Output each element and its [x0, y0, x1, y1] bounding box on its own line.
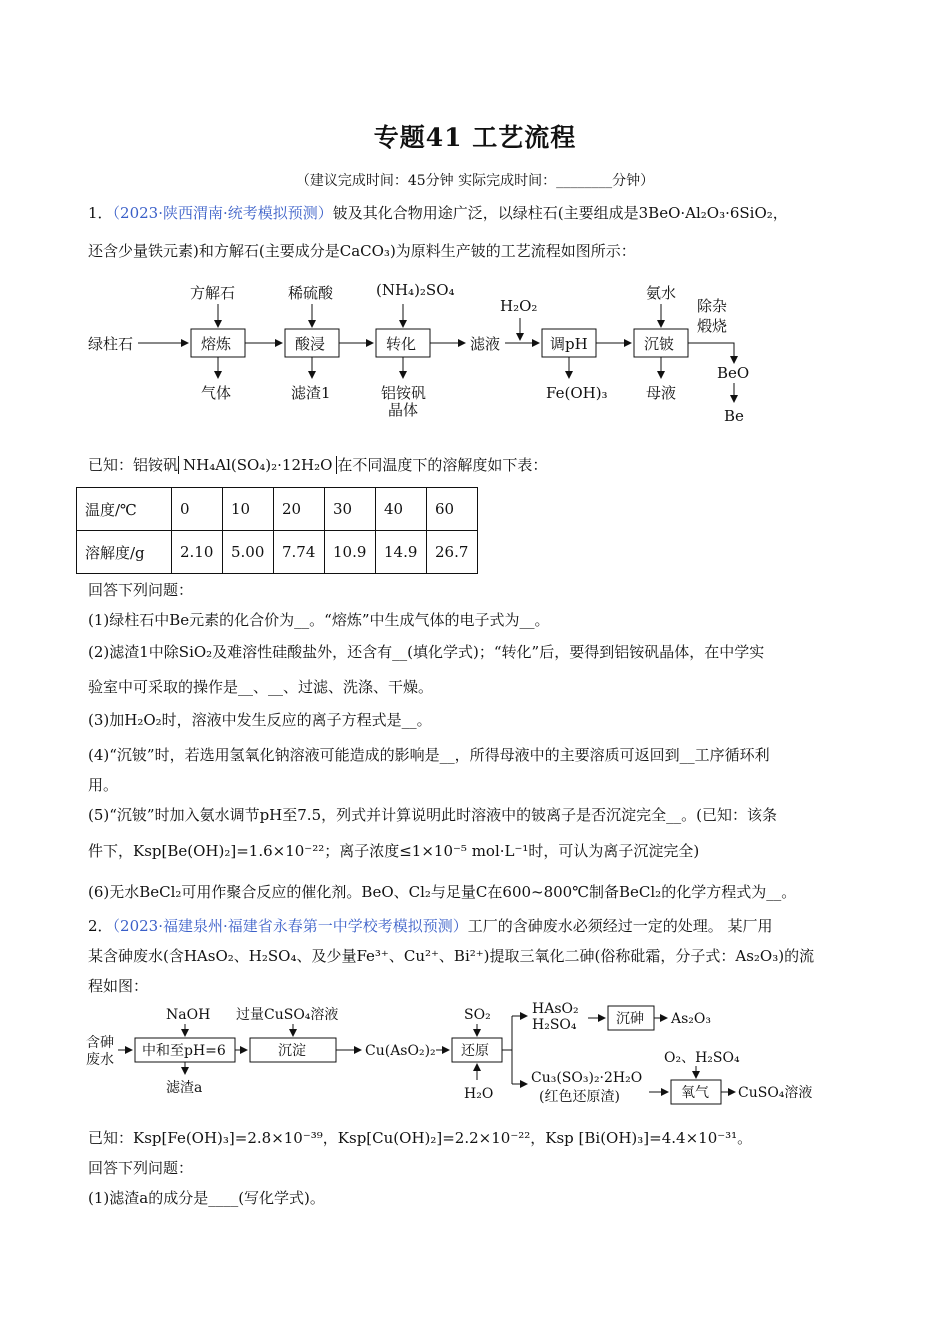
table-cell: 7.74: [274, 531, 325, 574]
flow2-filter-a: 滤渣a: [166, 1080, 203, 1096]
page-subtitle: （建议完成时间：45分钟 实际完成时间：________分钟）: [295, 173, 655, 189]
q1-part-6: (6)无水BeCl₂可用作聚合反应的催化剂。BeO、Cl₂与足量C在600~800℃制备BeCl₂的化学方程式为__。: [88, 883, 797, 901]
q1-part-2a: (2)滤渣1中除SiO₂及难溶性硅酸盐外，还含有__(填化学式)；“转化”后，要得到铝铵矾晶体，在中学实: [88, 643, 765, 661]
flow1-output-mother-liquor: 母液: [646, 384, 677, 402]
table-cell: 14.9: [376, 531, 427, 574]
flow2-cu-aso2: Cu(AsO₂)₂: [365, 1043, 436, 1059]
flow1-output-alum: 铝铵矾: [381, 384, 427, 402]
q1-part-3: (3)加H₂O₂时，溶液中发生反应的离子方程式是__。: [88, 711, 432, 729]
q1-intro-text-3: )为原料生产铍的工艺流程如图所示：: [389, 242, 636, 260]
table-cell: 2.10: [172, 531, 223, 574]
q2-source: （2023·福建泉州·福建省永春第一中学校考模拟预测）: [112, 917, 468, 935]
flow2-hasO2: HAsO₂: [532, 1001, 579, 1017]
q1-intro-text-2: 还含少量铁元素)和方解石(主要成分是: [88, 242, 340, 260]
flow2-cu3so3: Cu₃(SO₃)₂·2H₂O: [531, 1070, 643, 1086]
q2-known-line: 已知：Ksp[Fe(OH)₃]=2.8×10⁻³⁹，Ksp[Cu(OH)₂]=2.2×10⁻²²，Ksp [Bi(OH)₃]=4.4×10⁻³¹。: [88, 1129, 753, 1147]
flow1-output-feoh3: Fe(OH)₃: [546, 384, 608, 402]
table-cell: 40: [376, 488, 427, 531]
q1-formula-beryl: 3BeO·Al₂O₃·6SiO₂: [638, 204, 773, 222]
q2-intro-line-3: 程如图：: [88, 977, 149, 995]
q1-part-2b: 验室中可采取的操作是__、__、过滤、洗涤、干燥。: [88, 678, 434, 696]
flow2-step-precipitate: 沉淀: [278, 1043, 306, 1059]
flow2-step-neutralize: 中和至pH=6: [142, 1043, 226, 1059]
table-row: [77, 488, 478, 531]
q1-part-5a: (5)“沉铍”时加入氨水调节pH至7.5，列式并计算说明此时溶液中的铍离子是否沉淀完全__。(已知：该条: [88, 806, 777, 824]
table-cell: 30: [325, 488, 376, 531]
flow1-label-impurity: 除杂: [697, 297, 728, 315]
flow1-start: 绿柱石: [88, 335, 134, 353]
flow1-beo: BeO: [717, 364, 750, 382]
page-title: 专题41 工艺流程: [373, 123, 577, 152]
flow2-input-cuso4: 过量CuSO₄溶液: [236, 1007, 339, 1023]
table-cell: 10: [223, 488, 274, 531]
flow1-input-h2o2: H₂O₂: [500, 297, 538, 315]
table-cell: 20: [274, 488, 325, 531]
flow2-h2so4: H₂SO₄: [532, 1017, 577, 1033]
q1-intro-line-2: [88, 241, 863, 261]
q1-flow-diagram: [80, 278, 780, 428]
q1-intro-text: 铍及其化合物用途广泛，以绿柱石(主要组成是: [332, 204, 639, 222]
flow1-step-convert: 转化: [386, 335, 417, 353]
flow1-input-ammonia: 氨水: [646, 284, 677, 302]
flow1-input-acid: 稀硫酸: [288, 284, 334, 302]
table-cell: 10.9: [325, 531, 376, 574]
flow1-be: Be: [724, 407, 744, 425]
flow2-input-h2o: H₂O: [464, 1086, 494, 1102]
q1-part-1: (1)绿柱石中Be元素的化合价为__。“熔炼”中生成气体的电子式为__。: [88, 611, 550, 629]
flow2-step-oxygen: 氧气: [681, 1085, 709, 1101]
flow1-input-ammonium-sulfate: (NH₄)₂SO₄: [376, 281, 455, 299]
q1-formula-caco3: CaCO₃: [339, 242, 390, 260]
flow2-input-so2: SO₂: [464, 1007, 491, 1023]
q1-intro-comma: ，: [772, 204, 788, 222]
flow1-step-ph: 调pH: [550, 335, 588, 353]
flow1-output-residue: 滤渣1: [291, 384, 331, 402]
q2-intro-line-2: 某含砷废水(含HAsO₂、H₂SO₄、及少量Fe³⁺、Cu²⁺、Bi²⁺)提取三氧化二砷(俗称砒霜，分子式：As₂O₃)的流: [88, 947, 815, 965]
flow2-input-naoh: NaOH: [166, 1007, 211, 1023]
q1-answer-prompt: 回答下列问题：: [88, 581, 194, 599]
q1-part-4a: (4)“沉铍”时，若选用氢氧化钠溶液可能造成的影响是__，所得母液中的主要溶质可返回到__工序循环利: [88, 746, 770, 764]
flow2-step-arsenic: 沉砷: [616, 1011, 644, 1027]
flow1-step-smelt: 熔炼: [201, 335, 232, 353]
flow1-output-gas: 气体: [201, 384, 232, 402]
q1-known-formula: NH₄Al(SO₄)₂·12H₂O: [178, 456, 337, 474]
flow1-output-crystal: 晶体: [388, 401, 419, 419]
flow1-filtrate: 滤液: [470, 335, 501, 353]
q2-flow-diagram: [84, 1000, 824, 1115]
q2-answer-prompt: 回答下列问题：: [88, 1159, 194, 1177]
table-row: [77, 531, 478, 574]
flow1-label-calcine: 煅烧: [697, 317, 728, 335]
table-cell: 5.00: [223, 531, 274, 574]
q2-intro-text: 工厂的含砷废水必须经过一定的处理。 某厂用: [467, 917, 773, 935]
table-cell: 温度/℃: [77, 488, 172, 531]
table-cell: 溶解度/g: [77, 531, 172, 574]
flow2-start-2: 废水: [86, 1052, 114, 1068]
table-cell: 0: [172, 488, 223, 531]
q1-known-text: 已知：铝铵矾: [88, 456, 179, 474]
table-cell: 26.7: [427, 531, 478, 574]
q1-source: （2023·陕西渭南·统考模拟预测）: [112, 204, 333, 222]
flow2-start-1: 含砷: [86, 1035, 114, 1051]
q2-intro-line-1: [88, 916, 863, 936]
flow2-as2o3: As₂O₃: [671, 1011, 711, 1027]
q1-solubility-table: [76, 487, 478, 574]
table-cell: 60: [427, 488, 478, 531]
q1-part-5b: 件下，Ksp[Be(OH)₂]=1.6×10⁻²²；离子浓度≤1×10⁻⁵ mol·L⁻¹时，可认为离子沉淀完全): [88, 842, 700, 860]
flow1-input-calcite: 方解石: [190, 284, 236, 302]
q1-known-text-2: 在不同温度下的溶解度如下表：: [337, 456, 548, 474]
q2-part-1: (1)滤渣a的成分是____(写化学式)。: [88, 1189, 325, 1207]
q1-intro-line-1: [88, 203, 863, 223]
q2-number: 2．: [88, 917, 113, 935]
flow1-step-leach: 酸浸: [295, 335, 326, 353]
flow2-step-reduce: 还原: [461, 1043, 489, 1059]
flow2-input-o2-h2so4: O₂、H₂SO₄: [664, 1050, 740, 1066]
q1-number: 1．: [88, 204, 113, 222]
q1-part-4b: 用。: [88, 776, 119, 794]
flow2-cuso4-solution: CuSO₄溶液: [738, 1085, 813, 1101]
q1-known-line: [88, 455, 863, 475]
flow2-red-residue: (红色还原渣): [539, 1089, 620, 1105]
flow1-step-be-precipitate: 沉铍: [644, 335, 675, 353]
